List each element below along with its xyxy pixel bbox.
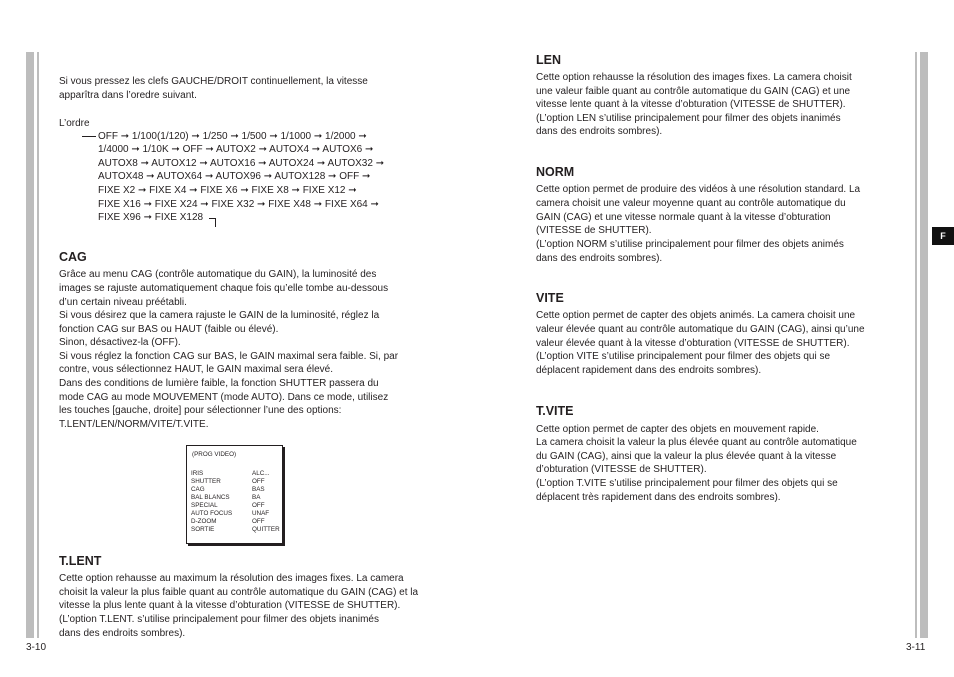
cag-heading: CAG	[59, 250, 87, 264]
vite-line-1: Cette option permet de capter des objets animés. La camera choisit une	[536, 310, 856, 321]
sequence-line-4: AUTOX48 ➞ AUTOX64 ➞ AUTOX96 ➞ AUTOX128 ➞ OFF ➞	[98, 171, 371, 182]
osd-value-d-zoom: OFF	[252, 518, 265, 525]
osd-label-bal-blancs: BAL BLANCS	[191, 494, 230, 501]
osd-value-auto-focus: UNAF	[252, 510, 270, 517]
sequence-line-5: FIXE X2 ➞ FIXE X4 ➞ FIXE X6 ➞ FIXE X8 ➞ FIXE X12 ➞	[98, 185, 357, 196]
len-line-5: dans des endroits sombres).	[536, 126, 663, 137]
cag-line-11: les touches [gauche, droite] pour sélectionner l’une des options:	[59, 405, 342, 416]
osd-label-d-zoom: D-ZOOM	[191, 518, 217, 525]
tlent-line-2: choisit la valeur la plus faible quant au contrôle automatique du GAIN (CAG) et la	[59, 587, 419, 598]
osd-value-sortie: QUITTER	[252, 526, 280, 533]
tlent-heading: T.LENT	[59, 554, 102, 568]
osd-label-auto-focus: AUTO FOCUS	[191, 510, 233, 517]
page-number-right: 3-11	[906, 642, 926, 653]
cag-line-8: contre, vous sélectionnez HAUT, le GAIN maximal sera élevé.	[59, 364, 333, 375]
vite-line-3: valeur élevée quant à la vitesse d’obturation (VITESSE de SHUTTER).	[536, 338, 850, 349]
sequence-bracket-right	[215, 218, 216, 227]
right-margin-bar	[920, 52, 928, 638]
len-line-1: Cette option rehausse la résolution des images fixes. La camera choisit	[536, 72, 852, 83]
tlent-line-3: vitesse la plus lente quant à la vitesse d’obturation (VITESSE de SHUTTER).	[59, 600, 401, 611]
order-label: L’ordre	[59, 118, 90, 129]
osd-value-bal-blancs: BA	[252, 494, 261, 501]
vite-line-5: déplacent rapidement dans des endroits sombres).	[536, 365, 762, 376]
norm-line-3: GAIN (CAG) et une vitesse normale quant à la vitesse d’obturation	[536, 212, 831, 223]
osd-value-cag: BAS	[252, 486, 265, 493]
len-line-3: vitesse lente quant à la vitesse d’obturation (VITESSE de SHUTTER).	[536, 99, 846, 110]
tvite-line-4: d’obturation (VITESSE de SHUTTER).	[536, 464, 707, 475]
vite-heading: VITE	[536, 291, 564, 305]
cag-line-9: Dans des conditions de lumière faible, la fonction SHUTTER passera du	[59, 378, 379, 389]
cag-line-10: mode CAG au mode MOUVEMENT (mode AUTO). Dans ce mode, utilisez	[59, 392, 389, 403]
norm-line-5: (L’option NORM s’utilise principalement pour filmer des objets animés	[536, 239, 844, 250]
cag-line-12: T.LENT/LEN/NORM/VITE/T.VITE.	[59, 419, 209, 430]
sequence-connector-top	[82, 136, 96, 137]
tvite-line-5: (L’option T.VITE s’utilise principalement pour filmer des objets qui se	[536, 478, 838, 489]
language-tab: F	[932, 227, 954, 245]
norm-line-2: camera choisit une valeur moyenne quant au contrôle automatique du	[536, 198, 846, 209]
tlent-line-4: (L’option T.LENT. s’utilise principalement pour filmer des objets inanimés	[59, 614, 379, 625]
left-margin-bar	[26, 52, 34, 638]
sequence-line-6: FIXE X16 ➞ FIXE X24 ➞ FIXE X32 ➞ FIXE X48 ➞ FIXE X64 ➞	[98, 199, 379, 210]
osd-value-iris: ALC...	[252, 470, 270, 477]
vite-line-4: (L’option VITE s’utilise principalement pour filmer des objets qui se	[536, 351, 831, 362]
osd-label-special: SPECIAL	[191, 502, 218, 509]
norm-line-6: dans des endroits sombres).	[536, 253, 663, 264]
vite-line-2: valeur élevée quant au contrôle automatique du GAIN (CAG), ainsi qu’une	[536, 324, 865, 335]
norm-line-1: Cette option permet de produire des vidéos à une résolution standard. La	[536, 184, 861, 195]
cag-line-2: images se rajuste automatiquement chaque fois qu’elle tombe au-dessous	[59, 283, 389, 294]
norm-line-4: (VITESSE de SHUTTER).	[536, 225, 652, 236]
osd-label-sortie: SORTIE	[191, 526, 215, 533]
len-heading: LEN	[536, 53, 561, 67]
tlent-line-1: Cette option rehausse au maximum la résolution des images fixes. La camera	[59, 573, 404, 584]
sequence-line-1: OFF ➞ 1/100(1/120) ➞ 1/250 ➞ 1/500 ➞ 1/1000 ➞ 1/2000 ➞	[98, 131, 367, 142]
tvite-line-6: déplacent très rapidement dans des endroits sombres).	[536, 492, 781, 503]
right-margin-bar-thin	[915, 52, 917, 638]
osd-label-shutter: SHUTTER	[191, 478, 221, 485]
osd-header: (PROG VIDEO)	[192, 451, 237, 458]
tvite-line-3: du GAIN (CAG), ainsi que la valeur la plus élevée quant à la vitesse	[536, 451, 837, 462]
cag-line-7: Si vous réglez la fonction CAG sur BAS, le GAIN maximal sera faible. Si, par	[59, 351, 399, 362]
intro-line-2: apparîtra dans l’oredre suivant.	[59, 90, 197, 101]
len-line-4: (L’option LEN s’utilise principalement pour filmer des objets inanimés	[536, 113, 841, 124]
osd-value-special: OFF	[252, 502, 265, 509]
norm-heading: NORM	[536, 165, 575, 179]
intro-line-1: Si vous pressez les clefs GAUCHE/DROIT continuellement, la vitesse	[59, 76, 368, 87]
cag-line-6: Sinon, désactivez-la (OFF).	[59, 337, 181, 348]
cag-line-4: Si vous désirez que la camera rajuste le GAIN de la luminosité, réglez la	[59, 310, 380, 321]
osd-menu-screen	[186, 445, 283, 544]
page-number-left: 3-10	[26, 642, 47, 653]
osd-label-cag: CAG	[191, 486, 205, 493]
len-line-2: une valeur faible quant au contrôle automatique du GAIN (CAG) et une	[536, 86, 851, 97]
sequence-line-7: FIXE X96 ➞ FIXE X128	[98, 212, 204, 223]
tvite-line-2: La camera choisit la valeur la plus élevée quant au contrôle automatique	[536, 437, 857, 448]
sequence-line-2: 1/4000 ➞ 1/10K ➞ OFF ➞ AUTOX2 ➞ AUTOX4 ➞ AUTOX6 ➞	[98, 144, 374, 155]
cag-line-3: d’un certain niveau préétabli.	[59, 297, 187, 308]
osd-label-iris: IRIS	[191, 470, 204, 477]
tvite-line-1: Cette option permet de capter des objets en mouvement rapide.	[536, 424, 819, 435]
osd-value-shutter: OFF	[252, 478, 265, 485]
tvite-heading: T.VITE	[536, 404, 574, 418]
sequence-line-3: AUTOX8 ➞ AUTOX12 ➞ AUTOX16 ➞ AUTOX24 ➞ AUTOX32 ➞	[98, 158, 385, 169]
left-margin-bar-thin	[37, 52, 39, 638]
tlent-line-5: dans des endroits sombres).	[59, 628, 186, 639]
cag-line-1: Grâce au menu CAG (contrôle automatique du GAIN), la luminosité des	[59, 269, 377, 280]
cag-line-5: fonction CAG sur BAS ou HAUT (faible ou élevé).	[59, 324, 279, 335]
